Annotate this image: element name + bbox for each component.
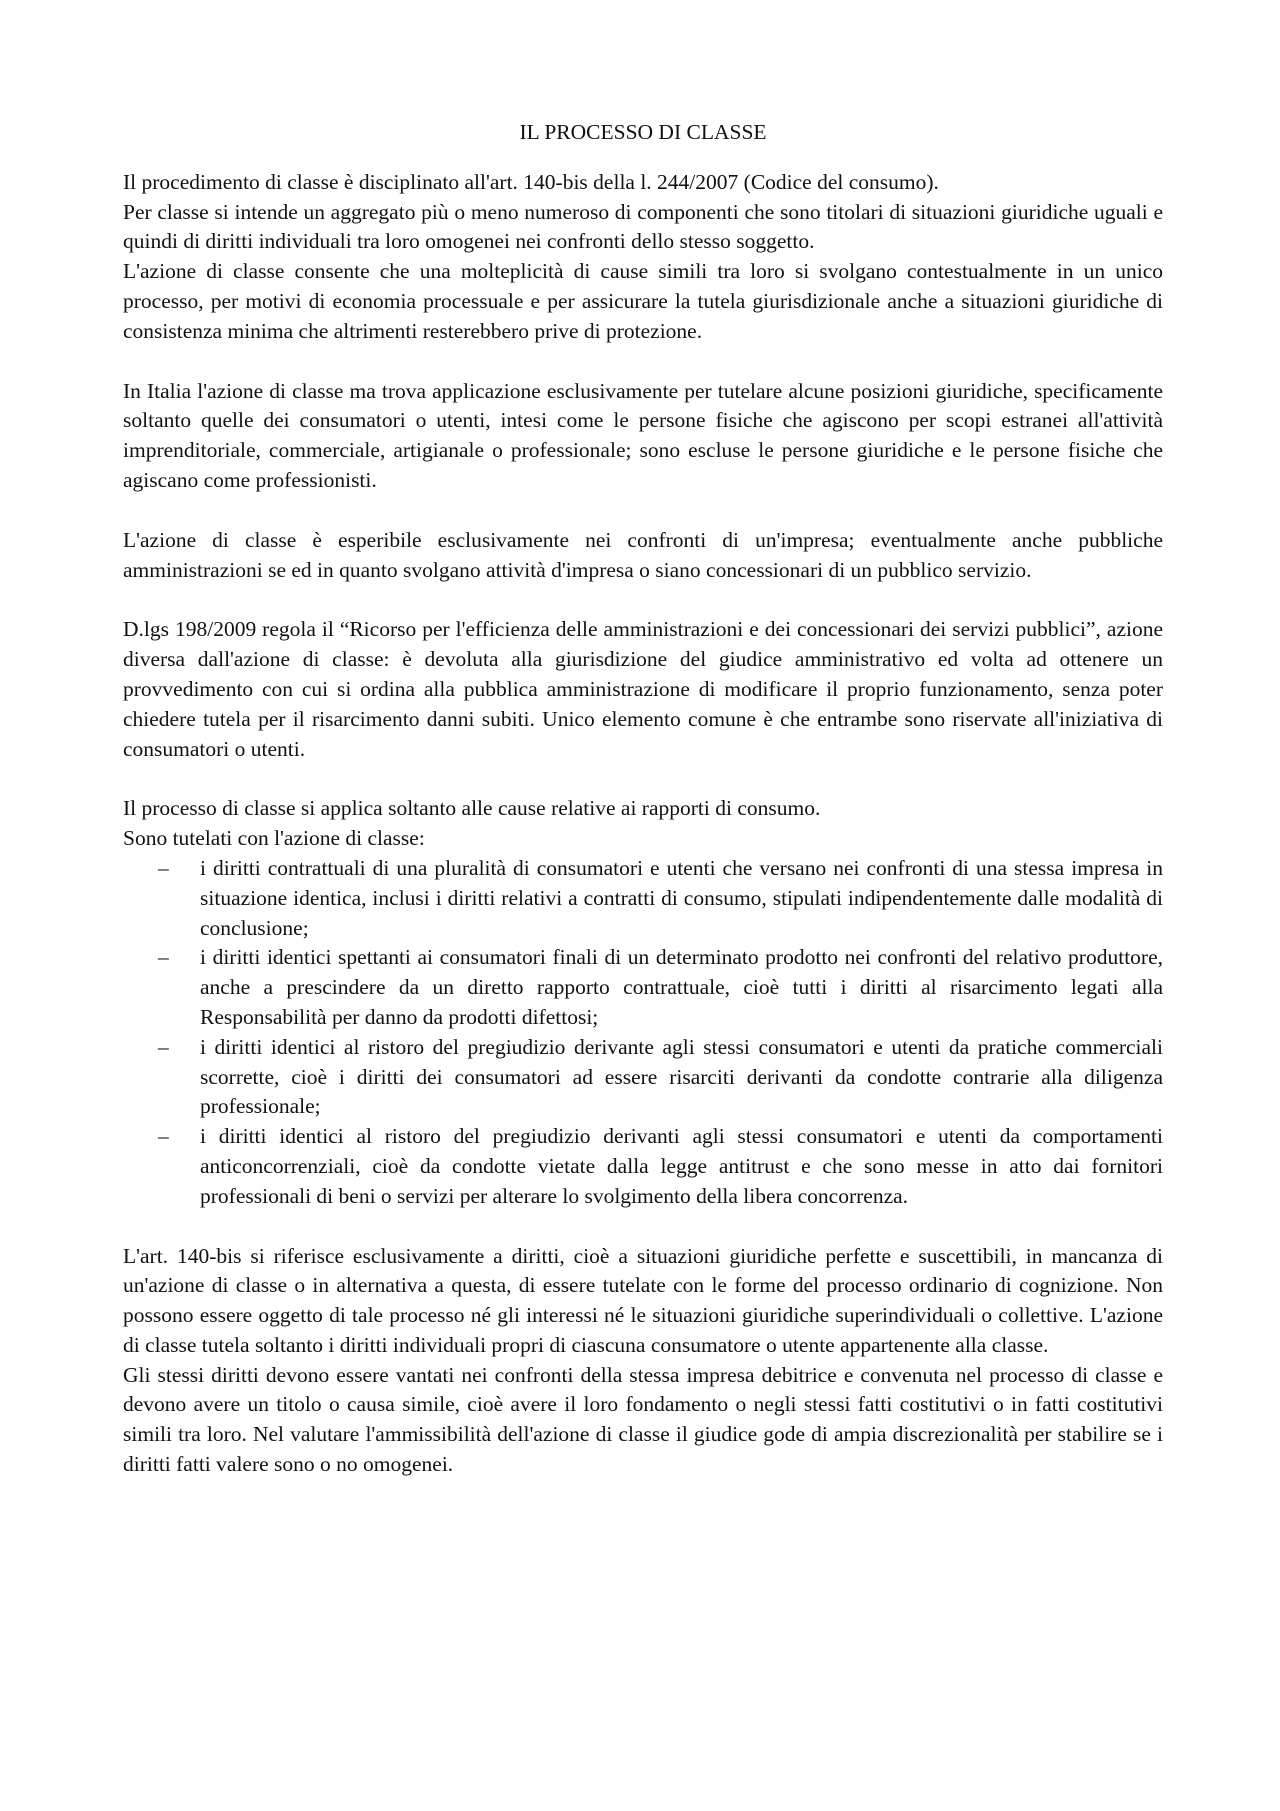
list-item-text: i diritti identici al ristoro del pregiudizio derivante agli stessi consumatori e utenti da pratiche commerciali scorrette, cioè i diritti dei consumatori ad essere risarciti derivanti da condotte contrarie alla diligenza professionale; (200, 1034, 1163, 1119)
list-item (123, 1033, 1163, 1122)
paragraph-same-enterprise: Gli stessi diritti devono essere vantati nei confronti della stessa impresa debitrice e convenuta nel processo di classe e devono avere un titolo o causa simile, cioè avere il loro fondamento o negli stessi fatti costitutivi o in fatti costitutivi simili tra loro. Nel valutare l'ammissibilità dell'azione di classe il giudice gode di ampia discrezionalità per stabilire se i diritti fatti valere sono o no omogenei. (123, 1362, 1163, 1477)
paragraph-class-action-purpose: L'azione di classe consente che una molteplicità di cause simili tra loro si svolgano contestualmente in un unico processo, per motivi di economia processuale e per assicurare la tutela giurisdizionale anche a situazioni giuridiche di consistenza minima che altrimenti resterebbero prive di protezione. (123, 259, 1163, 343)
dash-bullet-icon: – (158, 855, 169, 880)
list-item (123, 943, 1163, 1032)
paragraph-gap (123, 764, 1163, 794)
list-item-text: i diritti contrattuali di una pluralità di consumatori e utenti che versano nei confronti di una stessa impresa in situazione identica, inclusi i diritti relativi a contratti di consumo, stipulati indipendentemente dalle modalità di conclusione; (200, 855, 1163, 940)
paragraph-against-enterprise: L'azione di classe è esperibile esclusivamente nei confronti di un'impresa; eventualmente anche pubbliche amministrazioni se ed in quanto svolgano attività d'impresa o siano concessionari di un pubblico servizio. (123, 527, 1163, 582)
list-item (123, 854, 1163, 943)
list-item (123, 1122, 1163, 1211)
paragraph-gap (123, 347, 1163, 377)
paragraph-italy-scope: In Italia l'azione di classe ma trova applicazione esclusivamente per tutelare alcune posizioni giuridiche, specificamente soltanto quelle dei consumatori o utenti, intesi come le persone fisiche che agiscono per scopi estranei all'attività imprenditoriale, commerciale, artigianale o professionale; sono escluse le persone giuridiche e le persone fisiche che agiscano come professionisti. (123, 378, 1163, 492)
paragraph-gap (123, 1212, 1163, 1242)
document-page (123, 118, 1163, 1480)
dash-bullet-icon: – (158, 945, 169, 970)
paragraph-intro: Il procedimento di classe è disciplinato all'art. 140-bis della l. 244/2007 (Codice del consumo). (123, 169, 939, 194)
paragraph-art-140-bis: L'art. 140-bis si riferisce esclusivamente a diritti, cioè a situazioni giuridiche perfette e suscettibili, in mancanza di un'azione di classe o in alternativa a questa, di essere tutelate con le forme del processo ordinario di cognizione. Non possono essere oggetto di tale processo né gli interessi né le situazioni giuridiche superindividuali o collettive. L'azione di classe tutela soltanto i diritti individuali propri di ciascuna consumatore o utente appartenente alla classe. (123, 1243, 1163, 1357)
list-item-text: i diritti identici al ristoro del pregiudizio derivanti agli stessi consumatori e utenti da comportamenti anticoncorrenziali, cioè da condotte vietate dalla legge antitrust e che sono messe in atto dai fornitori professionali di beni o servizi per alterare lo svolgimento della libera concorrenza. (200, 1124, 1163, 1208)
paragraph-dlgs-198-2009: D.lgs 198/2009 regola il “Ricorso per l'efficienza delle amministrazioni e dei concessionari dei servizi pubblici”, azione diversa dall'azione di classe: è devoluta alla giurisdizione del giudice amministrativo ed volta ad ottenere un provvedimento con cui si ordina alla pubblica amministrazione di modificare il proprio funzionamento, senza poter chiedere tutela per il risarcimento danni subiti. Unico elemento comune è che entrambe sono riservate all'iniziativa di consumatori o utenti. (123, 617, 1163, 761)
document-title: IL PROCESSO DI CLASSE (519, 120, 767, 144)
paragraph-class-definition: Per classe si intende un aggregato più o meno numeroso di componenti che sono titolari di situazioni giuridiche uguali e quindi di diritti individuali tra loro omogenei nei confronti dello stesso soggetto. (123, 199, 1163, 254)
paragraph-gap (123, 496, 1163, 526)
dash-bullet-icon: – (158, 1034, 169, 1059)
dash-bullet-icon: – (158, 1124, 169, 1149)
paragraph-protected-rights-intro: Sono tutelati con l'azione di classe: (123, 826, 425, 851)
paragraph-gap (123, 585, 1163, 615)
list-item-text: i diritti identici spettanti ai consumatori finali di un determinato prodotto nei confronti del relativo produttore, anche a prescindere da un diretto rapporto contrattuale, cioè tutti i diritti al risarcimento legati alla Responsabilità per danno da prodotti difettosi; (200, 945, 1163, 1029)
paragraph-consumer-relations: Il processo di classe si applica soltanto alle cause relative ai rapporti di consumo. (123, 796, 821, 821)
protected-rights-list (123, 854, 1163, 1212)
